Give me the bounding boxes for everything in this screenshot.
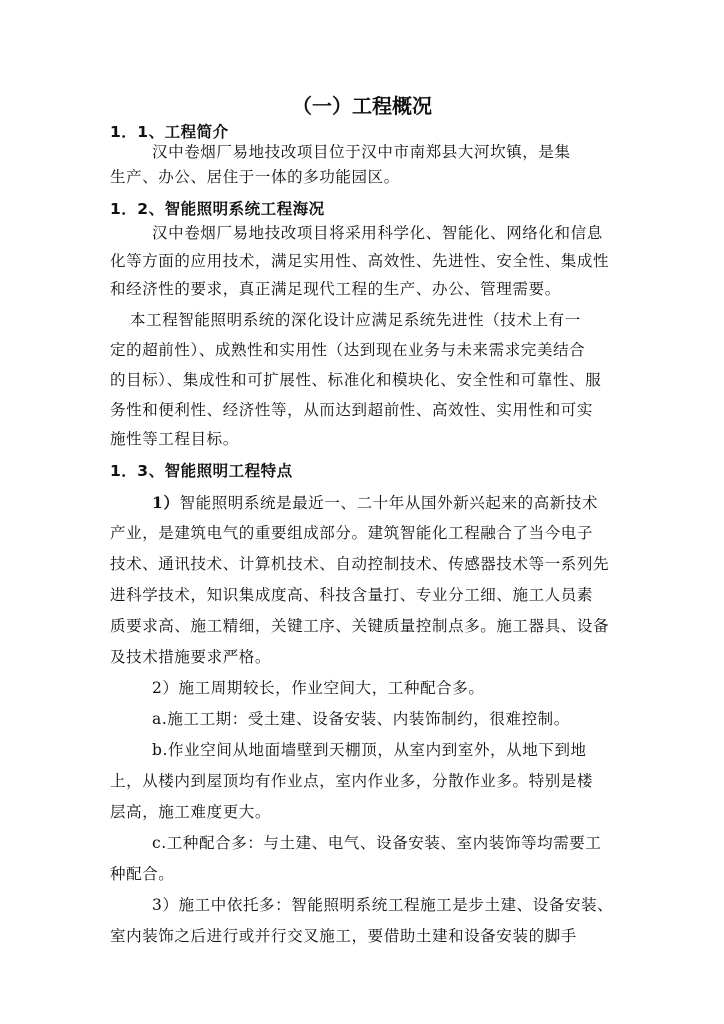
paragraph-line: 技术、通讯技术、计算机技术、自动控制技术、传感器技术等一系列先 xyxy=(110,555,610,573)
paragraph-line: 定的超前性）、成熟性和实用性（达到现在业务与未来需求完美结合 xyxy=(110,341,586,359)
paragraph-line: 生产、办公、居住于一体的多功能园区。 xyxy=(110,168,400,186)
paragraph-line: 的目标）、集成性和可扩展性、标准化和模块化、安全性和可靠性、服 xyxy=(110,371,602,389)
page-title: （一）工程概况 xyxy=(292,94,432,118)
line-text: 智能照明系统是最近一、二十年从国外新兴起来的高新技术 xyxy=(179,494,599,512)
item-number: 1） xyxy=(152,493,180,512)
paragraph-line xyxy=(152,495,598,512)
paragraph-line: 务性和便利性、经济性等，从而达到超前性、高效性、实用性和可实 xyxy=(110,401,594,419)
paragraph-line: 3）施工中依托多：智能照明系统工程施工是步土建、设备安装、 xyxy=(152,896,614,914)
paragraph-line: 汉中卷烟厂易地技改项目将采用科学化、智能化、网络化和信息 xyxy=(152,224,603,242)
section-heading-1-3: 1．3、智能照明工程特点 xyxy=(110,462,293,480)
paragraph-line: b.作业空间从地面墙壁到天棚顶，从室内到室外，从地下到地 xyxy=(152,741,587,759)
paragraph-line: 2）施工周期较长，作业空间大，工种配合多。 xyxy=(152,679,485,697)
paragraph-line: 施性等工程目标。 xyxy=(110,430,239,448)
paragraph-line: 及技术措施要求严格。 xyxy=(110,648,272,666)
paragraph-line: 进科学技术，知识集成度高、科技含量打、专业分工细、施工人员素 xyxy=(110,586,594,604)
paragraph-line: 化等方面的应用技术，满足实用性、高效性、先进性、安全性、集成性 xyxy=(110,252,610,270)
paragraph-line: 层高，施工难度更大。 xyxy=(110,803,272,821)
section-heading-1-2: 1．2、智能照明系统工程海况 xyxy=(110,200,325,218)
paragraph-line: c.工种配合多：与土建、电气、设备安装、室内装饰等均需要工 xyxy=(152,834,602,852)
paragraph-line: 本工程智能照明系统的深化设计应满足系统先进性（技术上有一 xyxy=(130,311,581,329)
paragraph-line: 质要求高、施工精细，关键工序、关键质量控制点多。施工器具、设备 xyxy=(110,617,610,635)
paragraph-line: 汉中卷烟厂易地技改项目位于汉中市南郑县大河坎镇，是集 xyxy=(152,143,571,161)
paragraph-line: 种配合。 xyxy=(110,865,175,883)
paragraph-line: 产业，是建筑电气的重要组成部分。建筑智能化工程融合了当今电子 xyxy=(110,524,594,542)
section-heading-1-1: 1．1、工程简介 xyxy=(110,123,229,141)
paragraph-line: 室内装饰之后进行或并行交叉施工，要借助土建和设备安装的脚手 xyxy=(110,927,577,945)
paragraph-line: 和经济性的要求，真正满足现代工程的生产、办公、管理需要。 xyxy=(110,280,561,298)
paragraph-line: a.施工工期：受土建、设备安装、内装饰制约，很难控制。 xyxy=(152,710,570,728)
paragraph-line: 上，从楼内到屋顶均有作业点，室内作业多，分散作业多。特别是楼 xyxy=(110,772,594,790)
